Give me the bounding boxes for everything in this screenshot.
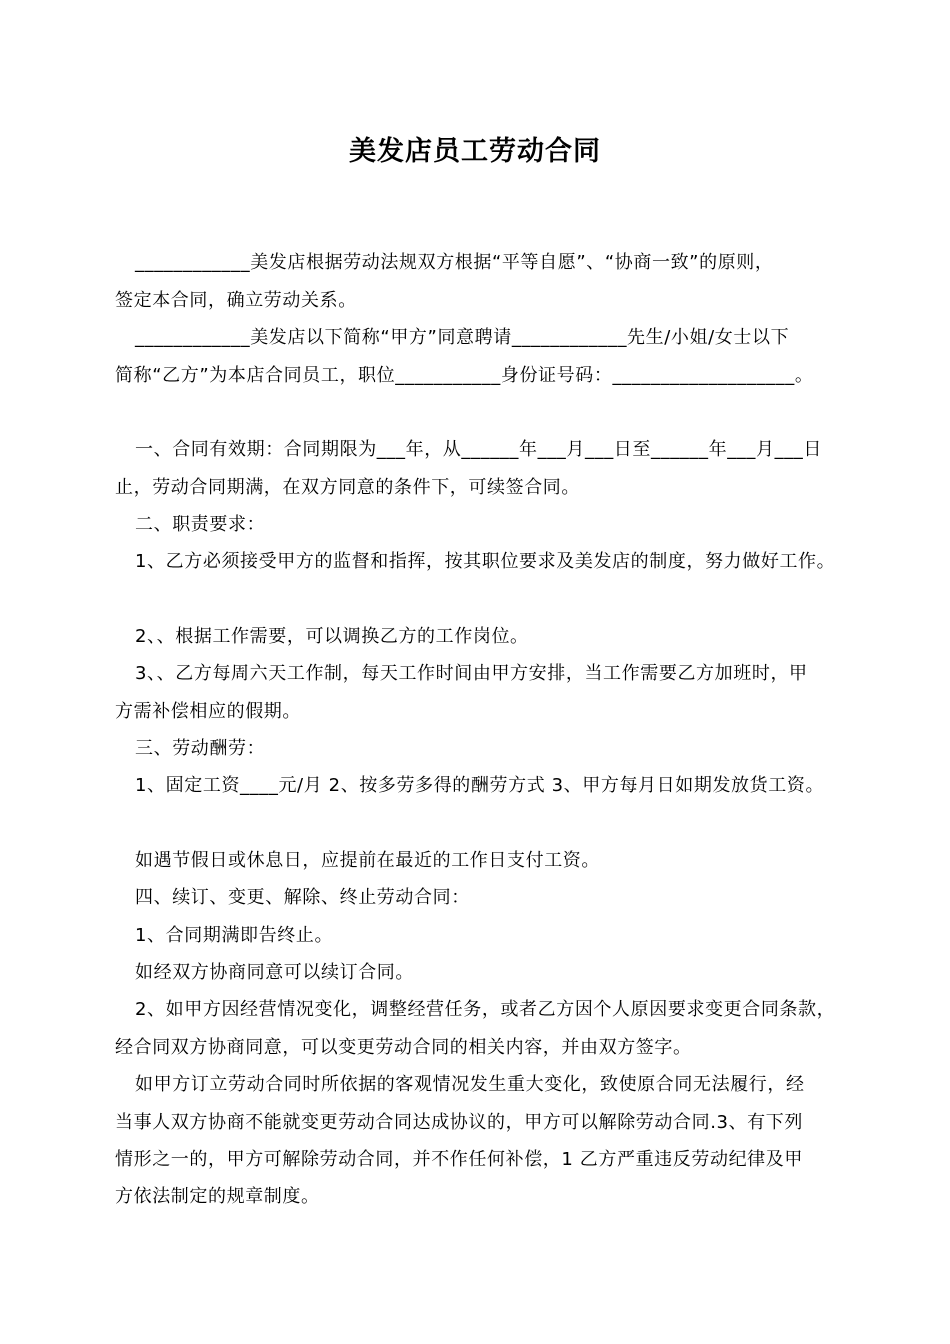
paragraph-line: 1、固定工资____元/月 2、按多劳多得的酬劳方式 3、甲方每月日如期发放货工资。	[135, 775, 825, 796]
paragraph-line: 方依法制定的规章制度。	[115, 1186, 320, 1207]
paragraph-line: 签定本合同，确立劳动关系。	[115, 290, 357, 311]
section-heading: 二、职责要求：	[135, 514, 266, 535]
paragraph-line: 经合同双方协商同意，可以变更劳动合同的相关内容，并由双方签字。	[115, 1037, 692, 1058]
paragraph-line: ____________美发店根据劳动法规双方根据“平等自愿”、“协商一致”的原则，	[135, 252, 774, 273]
paragraph-line: 方需补偿相应的假期。	[115, 701, 301, 722]
paragraph-line: 一、合同有效期：合同期限为___年，从______年___月___日至______年___月___日	[135, 439, 822, 460]
paragraph-line: 2、、根据工作需要，可以调换乙方的工作岗位。	[135, 626, 529, 647]
paragraph-line: 情形之一的，甲方可解除劳动合同，并不作任何补偿，1 乙方严重违反劳动纪律及甲	[115, 1149, 803, 1170]
document-title: 美发店员工劳动合同	[349, 136, 601, 167]
paragraph-line: 如甲方订立劳动合同时所依据的客观情况发生重大变化，致使原合同无法履行，经	[135, 1074, 805, 1095]
section-heading: 三、劳动酬劳：	[135, 738, 266, 759]
paragraph-line: 当事人双方协商不能就变更劳动合同达成协议的，甲方可以解除劳动合同.3、有下列	[115, 1112, 803, 1133]
paragraph-line: 1、乙方必须接受甲方的监督和指挥，按其职位要求及美发店的制度，努力做好工作。	[135, 551, 836, 572]
paragraph-line: 止，劳动合同期满，在双方同意的条件下，可续签合同。	[115, 477, 580, 498]
paragraph-line: 3、、乙方每周六天工作制，每天工作时间由甲方安排，当工作需要乙方加班时，甲	[135, 663, 808, 684]
paragraph-line: 如遇节假日或休息日，应提前在最近的工作日支付工资。	[135, 850, 600, 871]
paragraph-line: 如经双方协商同意可以续订合同。	[135, 962, 414, 983]
paragraph-line: 2、如甲方因经营情况变化，调整经营任务，或者乙方因个人原因要求变更合同条款，	[135, 999, 836, 1020]
paragraph-line: 1、合同期满即告终止。	[135, 925, 334, 946]
section-heading: 四、续订、变更、解除、终止劳动合同：	[135, 887, 470, 908]
paragraph-line: ____________美发店以下简称“甲方”同意聘请____________先生/小姐/女士以下	[135, 327, 790, 348]
paragraph-line: 简称“乙方”为本店合同员工，职位___________身份证号码：___________________。	[115, 365, 814, 386]
